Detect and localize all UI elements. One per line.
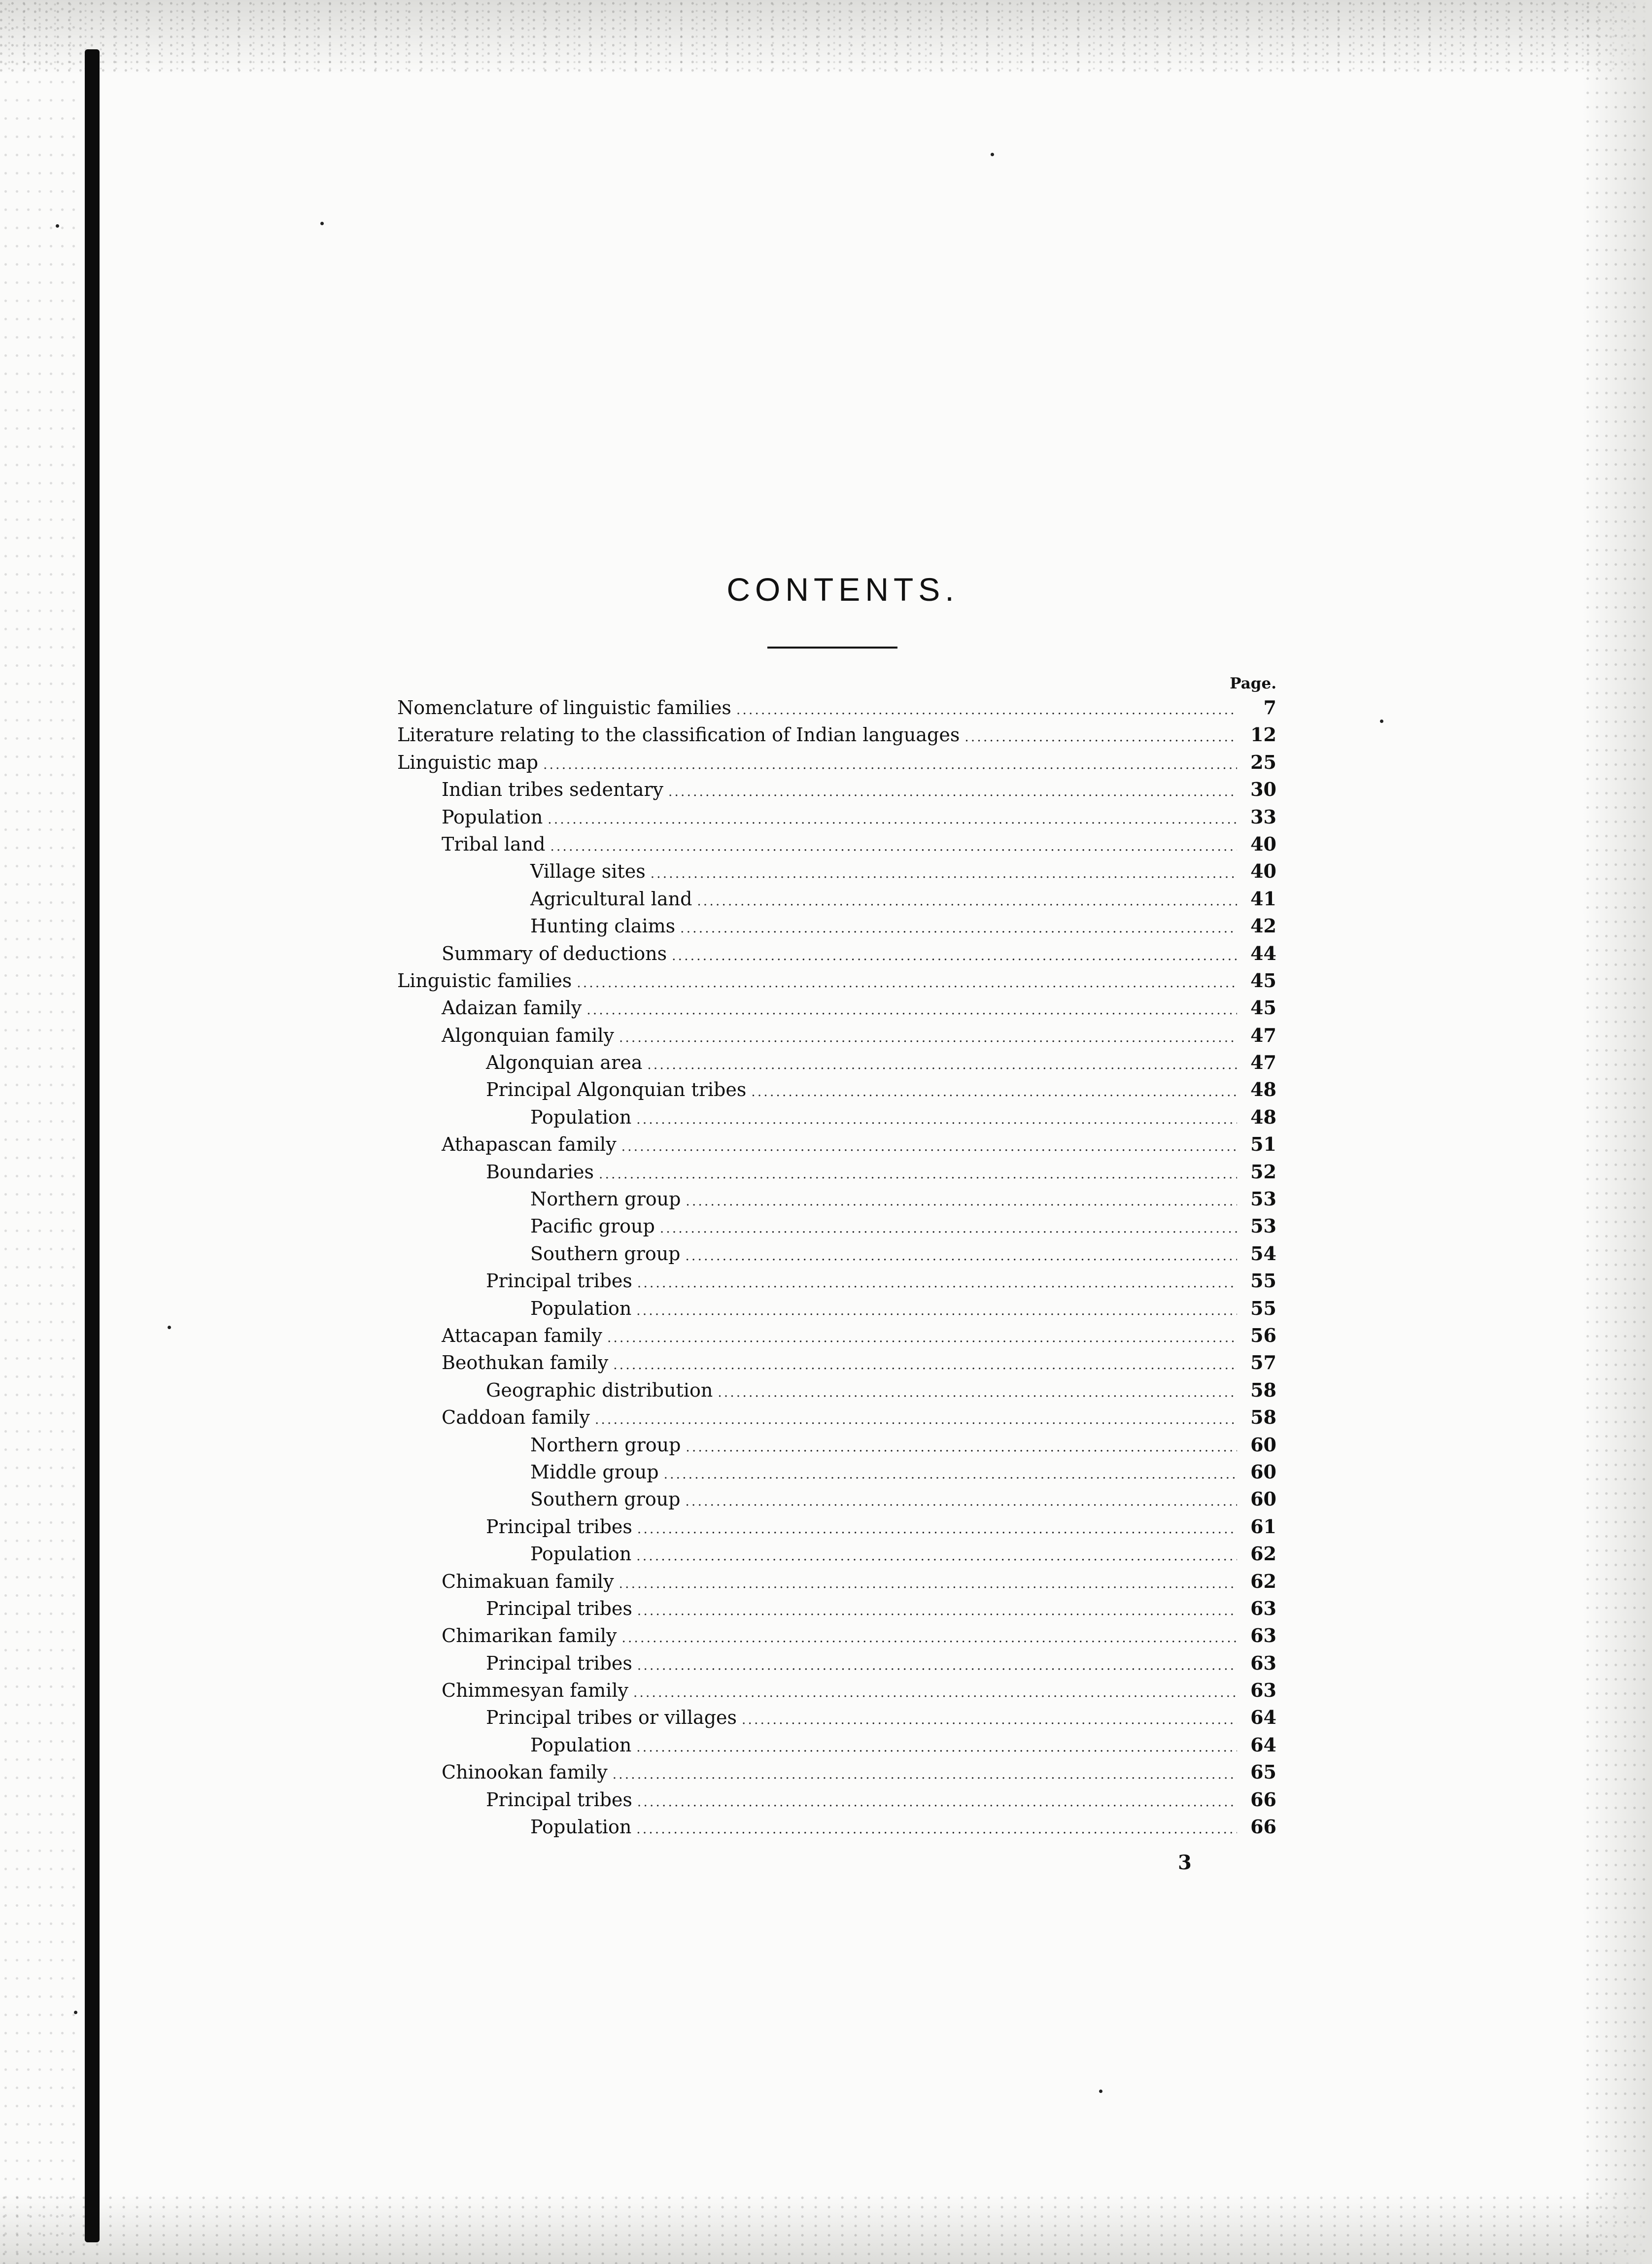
toc-leader-dots — [637, 1268, 1237, 1297]
toc-entry — [397, 1185, 1276, 1212]
toc-leader-dots — [636, 1295, 1237, 1325]
toc-entry-label: Tribal land — [442, 833, 546, 855]
toc-leader-dots — [621, 1622, 1237, 1652]
toc-leader-dots — [543, 749, 1237, 779]
toc-entry-page: 40 — [1250, 832, 1276, 855]
binding-edge — [85, 49, 100, 2242]
toc-entry-page: 63 — [1250, 1597, 1276, 1619]
toc-entry — [397, 1704, 1276, 1731]
toc-entry-label: Population — [530, 1297, 632, 1319]
toc-entry — [397, 912, 1276, 939]
toc-entry-label: Principal tribes — [486, 1270, 632, 1292]
toc-leader-dots — [686, 1432, 1237, 1461]
toc-leader-dots — [636, 1541, 1237, 1570]
toc-leader-dots — [637, 1513, 1237, 1543]
toc-entry-label: Chimarikan family — [442, 1625, 617, 1647]
toc-entry-page: 7 — [1263, 696, 1276, 719]
toc-leader-dots — [548, 804, 1237, 833]
toc-entry — [397, 1404, 1276, 1431]
toc-entry-page: 33 — [1250, 805, 1276, 828]
toc-entry — [397, 1731, 1276, 1758]
toc-entry — [397, 1595, 1276, 1622]
toc-entry-label: Literature relating to the classification of Indian languages — [397, 724, 960, 746]
toc-entry-page: 12 — [1250, 723, 1276, 746]
toc-entry — [397, 1295, 1276, 1322]
toc-entry-page: 57 — [1250, 1351, 1276, 1374]
toc-entry-label: Algonquian family — [442, 1024, 614, 1046]
toc-entry-page: 40 — [1250, 860, 1276, 883]
toc-leader-dots — [577, 967, 1237, 997]
toc-entry — [397, 1131, 1276, 1158]
toc-entry-page: 55 — [1250, 1269, 1276, 1292]
toc-leader-dots — [718, 1377, 1237, 1406]
toc-entry-label: Adaizan family — [442, 997, 582, 1019]
toc-leader-dots — [613, 1759, 1237, 1788]
toc-entry-page: 47 — [1250, 1051, 1276, 1074]
toc-entry-label: Geographic distribution — [486, 1379, 713, 1401]
toc-leader-dots — [586, 995, 1237, 1024]
toc-entry — [397, 803, 1276, 830]
toc-entry-page: 55 — [1250, 1297, 1276, 1319]
toc-entry-label: Principal tribes — [486, 1515, 632, 1538]
table-of-contents — [397, 694, 1276, 1840]
page-title: CONTENTS. — [726, 571, 959, 608]
toc-leader-dots — [686, 1486, 1237, 1515]
toc-entry-page: 60 — [1250, 1488, 1276, 1510]
toc-entry-label: Attacapan family — [442, 1324, 602, 1346]
toc-entry — [397, 749, 1276, 776]
toc-entry — [397, 776, 1276, 803]
toc-entry-label: Athapascan family — [442, 1133, 617, 1156]
toc-entry-label: Principal Algonquian tribes — [486, 1079, 747, 1101]
toc-entry — [397, 694, 1276, 721]
toc-entry — [397, 994, 1276, 1021]
toc-entry-page: 65 — [1250, 1761, 1276, 1784]
toc-entry-page: 48 — [1250, 1078, 1276, 1101]
toc-entry-page: 47 — [1250, 1024, 1276, 1046]
toc-entry-page: 64 — [1250, 1733, 1276, 1756]
toc-leader-dots — [651, 858, 1237, 888]
toc-entry-page: 58 — [1250, 1406, 1276, 1429]
toc-entry-label: Beothukan family — [442, 1352, 609, 1374]
toc-entry — [397, 1677, 1276, 1704]
toc-entry-page: 66 — [1250, 1788, 1276, 1811]
toc-leader-dots — [668, 776, 1237, 806]
scan-edge-right — [1583, 0, 1652, 2264]
scan-speck — [991, 153, 994, 156]
toc-entry — [397, 1349, 1276, 1376]
toc-entry-page: 60 — [1250, 1460, 1276, 1483]
toc-entry-label: Summary of deductions — [442, 942, 667, 964]
toc-entry-page: 42 — [1250, 915, 1276, 937]
toc-leader-dots — [621, 1131, 1237, 1161]
scan-speck — [1099, 2090, 1102, 2093]
toc-entry — [397, 940, 1276, 967]
toc-entry — [397, 1568, 1276, 1595]
toc-entry-page: 45 — [1250, 996, 1276, 1019]
toc-leader-dots — [637, 1595, 1237, 1625]
scan-speck — [320, 222, 324, 225]
toc-leader-dots — [736, 694, 1237, 724]
scan-edge-left — [0, 0, 84, 2264]
toc-entry — [397, 1103, 1276, 1131]
toc-entry-label: Indian tribes sedentary — [442, 779, 663, 801]
toc-leader-dots — [636, 1814, 1237, 1843]
scan-speck — [168, 1326, 171, 1329]
toc-entry-label: Population — [530, 1543, 632, 1565]
toc-entry — [397, 1786, 1276, 1813]
toc-leader-dots — [619, 1568, 1237, 1598]
toc-entry — [397, 1322, 1276, 1349]
toc-entry-label: Population — [530, 1734, 632, 1756]
toc-entry-label: Southern group — [530, 1242, 681, 1265]
toc-leader-dots — [633, 1677, 1237, 1707]
toc-entry — [397, 885, 1276, 912]
toc-entry — [397, 1485, 1276, 1512]
scan-speck — [1380, 720, 1383, 723]
toc-entry-label: Principal tribes or villages — [486, 1707, 737, 1729]
toc-entry-label: Principal tribes — [486, 1652, 632, 1674]
toc-entry-page: 62 — [1250, 1570, 1276, 1592]
toc-entry — [397, 1513, 1276, 1540]
toc-entry-page: 63 — [1250, 1679, 1276, 1702]
scan-edge-top — [0, 0, 1652, 74]
toc-leader-dots — [964, 721, 1237, 751]
toc-entry — [397, 1813, 1276, 1840]
toc-entry-page: 60 — [1250, 1433, 1276, 1456]
toc-entry-page: 54 — [1250, 1242, 1276, 1265]
toc-entry-label: Northern group — [530, 1434, 681, 1456]
toc-leader-dots — [637, 1650, 1237, 1680]
toc-entry-page: 45 — [1250, 969, 1276, 992]
toc-leader-dots — [697, 886, 1237, 915]
toc-entry-page: 51 — [1250, 1133, 1276, 1156]
toc-entry — [397, 1076, 1276, 1103]
toc-entry-label: Chimakuan family — [442, 1570, 614, 1592]
toc-entry-label: Chimmesyan family — [442, 1680, 628, 1702]
toc-leader-dots — [619, 1022, 1237, 1052]
toc-leader-dots — [595, 1404, 1237, 1434]
toc-entry-label: Hunting claims — [530, 915, 676, 937]
toc-entry-label: Linguistic families — [397, 969, 572, 992]
toc-entry — [397, 721, 1276, 748]
toc-leader-dots — [660, 1213, 1237, 1242]
toc-leader-dots — [636, 1732, 1237, 1761]
toc-entry-page: 48 — [1250, 1105, 1276, 1128]
toc-entry — [397, 1376, 1276, 1404]
toc-leader-dots — [751, 1076, 1237, 1106]
toc-entry — [397, 967, 1276, 994]
toc-entry-label: Nomenclature of linguistic families — [397, 697, 731, 719]
toc-entry-label: Northern group — [530, 1188, 681, 1210]
toc-entry — [397, 830, 1276, 858]
toc-entry-page: 64 — [1250, 1706, 1276, 1729]
toc-entry — [397, 1458, 1276, 1485]
toc-leader-dots — [686, 1240, 1237, 1270]
page-number: 3 — [1178, 1851, 1192, 1874]
toc-entry-page: 52 — [1250, 1160, 1276, 1183]
toc-entry-label: Chinookan family — [442, 1761, 608, 1784]
toc-entry — [397, 1622, 1276, 1649]
toc-leader-dots — [742, 1704, 1237, 1734]
toc-entry — [397, 1540, 1276, 1567]
scan-speck — [74, 2011, 77, 2014]
toc-leader-dots — [637, 1786, 1237, 1816]
toc-entry-page: 66 — [1250, 1816, 1276, 1838]
toc-entry-label: Population — [442, 806, 543, 828]
toc-entry-label: Agricultural land — [530, 888, 692, 910]
toc-entry-page: 53 — [1250, 1188, 1276, 1210]
scan-edge-bottom — [0, 2195, 1652, 2264]
toc-entry-label: Middle group — [530, 1461, 659, 1483]
toc-leader-dots — [550, 831, 1237, 860]
toc-entry — [397, 1240, 1276, 1267]
toc-entry — [397, 1758, 1276, 1785]
toc-entry-page: 62 — [1250, 1543, 1276, 1565]
toc-entry-page: 63 — [1250, 1624, 1276, 1647]
toc-entry — [397, 858, 1276, 885]
toc-entry-page: 63 — [1250, 1651, 1276, 1674]
toc-entry-label: Principal tribes — [486, 1597, 632, 1619]
page-column-header: Page. — [1230, 675, 1276, 692]
toc-leader-dots — [686, 1186, 1237, 1215]
toc-entry — [397, 1431, 1276, 1458]
toc-entry-label: Algonquian area — [486, 1052, 643, 1074]
toc-entry — [397, 1267, 1276, 1294]
toc-leader-dots — [672, 940, 1237, 970]
toc-leader-dots — [664, 1459, 1237, 1488]
toc-entry-page: 30 — [1250, 778, 1276, 801]
toc-entry-label: Southern group — [530, 1488, 681, 1510]
toc-entry-label: Linguistic map — [397, 751, 539, 773]
toc-entry-label: Boundaries — [486, 1161, 594, 1183]
toc-entry-label: Caddoan family — [442, 1406, 590, 1429]
toc-entry-page: 44 — [1250, 942, 1276, 964]
toc-entry-label: Pacific group — [530, 1215, 655, 1237]
toc-entry-label: Principal tribes — [486, 1788, 632, 1811]
toc-leader-dots — [607, 1322, 1237, 1352]
toc-entry — [397, 1649, 1276, 1677]
toc-entry-label: Village sites — [530, 860, 646, 883]
toc-leader-dots — [647, 1049, 1237, 1079]
toc-leader-dots — [613, 1349, 1237, 1379]
toc-entry-label: Population — [530, 1106, 632, 1128]
toc-entry-page: 25 — [1250, 751, 1276, 773]
toc-entry-page: 56 — [1250, 1324, 1276, 1346]
toc-entry — [397, 1049, 1276, 1076]
toc-entry-page: 61 — [1250, 1515, 1276, 1538]
title-rule — [767, 647, 897, 649]
toc-entry — [397, 1022, 1276, 1049]
toc-entry — [397, 1212, 1276, 1239]
toc-entry-page: 53 — [1250, 1215, 1276, 1237]
toc-leader-dots — [680, 913, 1237, 942]
toc-entry-page: 41 — [1250, 887, 1276, 910]
toc-entry-page: 58 — [1250, 1378, 1276, 1401]
toc-entry-label: Population — [530, 1816, 632, 1838]
scan-speck — [56, 224, 59, 228]
toc-leader-dots — [636, 1104, 1237, 1133]
toc-leader-dots — [599, 1159, 1237, 1188]
toc-entry — [397, 1158, 1276, 1185]
